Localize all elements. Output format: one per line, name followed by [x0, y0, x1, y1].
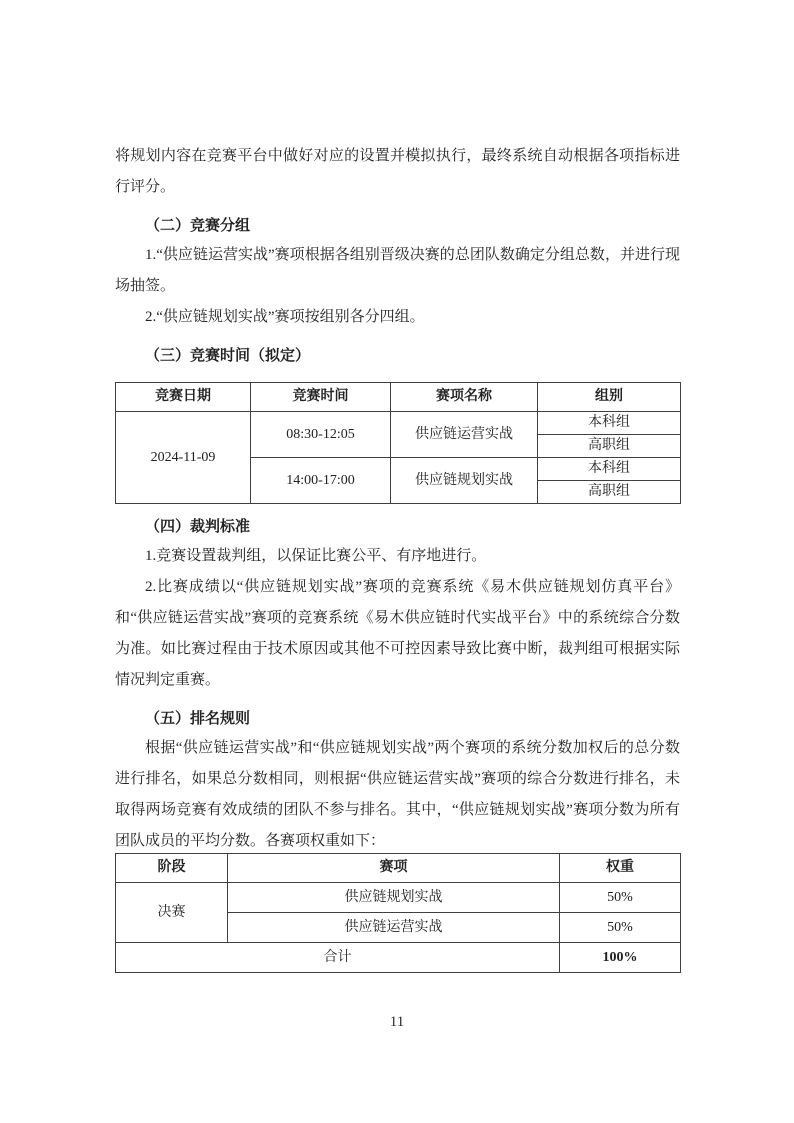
judging-item-1: 1.竞赛设置裁判组，以保证比赛公平、有序地进行。 [145, 548, 487, 564]
session1-group1-cell: 本科组 [538, 412, 681, 435]
table-row [116, 412, 681, 435]
weight-row1-event-cell: 供应链规划实战 [228, 883, 560, 913]
weight-row2-event-cell: 供应链运营实战 [228, 913, 560, 943]
session2-time-cell: 14:00-17:00 [251, 458, 391, 504]
session1-time-cell: 08:30-12:05 [251, 412, 391, 458]
weight-stage-cell: 决赛 [116, 883, 228, 943]
weight-header-row [116, 854, 681, 883]
schedule-col-group: 组别 [538, 383, 681, 412]
schedule-col-time: 竞赛时间 [251, 383, 391, 412]
grouping-item-1: 1.“供应链运营实战”赛项根据各组别晋级决赛的总团队数确定分组总数，并进行现场抽签。 [115, 247, 680, 294]
schedule-table [115, 382, 681, 504]
page-number: 11 [389, 1014, 405, 1030]
judging-item-2: 2.比赛成绩以“供应链规划实战”赛项的竞赛系统《易木供应链规划仿真平台》和“供应链运营实战”赛项的竞赛系统《易木供应链时代实战平台》中的系统综合分数为准。如比赛过程由于技术原因或其他不可控因素导致比赛中断，裁判组可根据实际情况判定重赛。 [115, 579, 680, 688]
session1-event-cell: 供应链运营实战 [391, 412, 538, 458]
table-row [116, 943, 681, 973]
session2-group2-cell: 高职组 [538, 481, 681, 504]
schedule-col-date: 竞赛日期 [116, 383, 251, 412]
section-heading-schedule: （三）竞赛时间（拟定） [145, 348, 311, 364]
weight-col-event: 赛项 [228, 854, 560, 883]
weight-row1-weight-cell: 50% [560, 883, 681, 913]
grouping-item-2: 2.“供应链规划实战”赛项按组别各分四组。 [145, 309, 425, 325]
weight-col-weight: 权重 [560, 854, 681, 883]
weight-total-label-cell: 合计 [116, 943, 560, 973]
session2-group1-cell: 本科组 [538, 458, 681, 481]
page-content [115, 141, 680, 973]
ranking-paragraph: 根据“供应链运营实战”和“供应链规划实战”两个赛项的系统分数加权后的总分数进行排名，如果总分数相同，则根据“供应链运营实战”赛项的综合分数进行排名，未取得两场竞赛有效成绩的团队不参与排名。其中，“供应链规划实战”赛项分数为所有团队成员的平均分数。各赛项权重如下： [115, 740, 680, 849]
section-heading-ranking: （五）排名规则 [145, 711, 251, 727]
schedule-date-cell: 2024-11-09 [116, 412, 251, 504]
table-row [116, 883, 681, 913]
weight-col-stage: 阶段 [116, 854, 228, 883]
weight-total-value-cell: 100% [560, 943, 681, 973]
section-heading-judging: （四）裁判标准 [145, 519, 251, 535]
session2-event-cell: 供应链规划实战 [391, 458, 538, 504]
section-heading-grouping: （二）竞赛分组 [145, 218, 251, 234]
session1-group2-cell: 高职组 [538, 435, 681, 458]
weight-table [115, 853, 681, 973]
schedule-header-row [116, 383, 681, 412]
weight-row2-weight-cell: 50% [560, 913, 681, 943]
continuation-paragraph: 将规划内容在竞赛平台中做好对应的设置并模拟执行，最终系统自动根据各项指标进行评分。 [115, 148, 680, 195]
schedule-col-event: 赛项名称 [391, 383, 538, 412]
